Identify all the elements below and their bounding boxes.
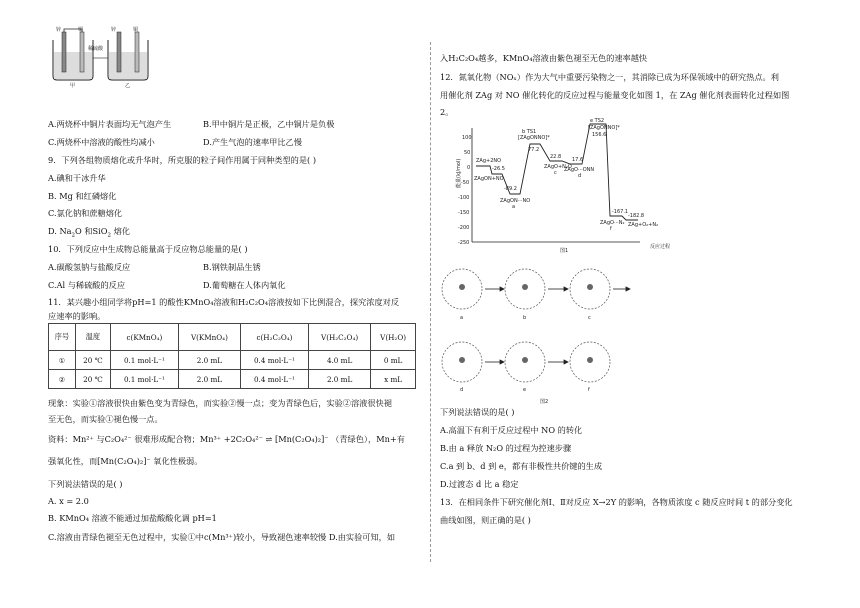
label-v167: -167.1 xyxy=(612,209,629,215)
label-a-char: a xyxy=(512,204,516,210)
table-cell: 0 mL xyxy=(371,351,416,370)
q12-option-a: A.高温下有利于反应过程中 NO 的转化 xyxy=(440,425,583,435)
q11-info-line1: 资料：Mn²⁺ 与C₂O₄²⁻ 很难形成配合物；Mn³⁺ +2C₂O₄²⁻ ⇌ [Mn(C₂O₄)₂]⁻ （青绿色），Mn+有 xyxy=(48,434,405,444)
q9-option-b: B. Mg 和红磷熔化 xyxy=(48,191,117,201)
table-cell: 0.1 mol·L⁻¹ xyxy=(110,351,178,370)
q9-d-part3: 熔化 xyxy=(110,226,130,236)
q12-stem-line1: 12．氮氧化物（NOₓ）作为大气中重要污染物之一，其消除已成为环保领域中的研究热点。利 xyxy=(440,72,779,82)
table-cell: 4.0 mL xyxy=(308,351,370,370)
q11-phenomenon-line2: 至无色，而实验①褪色慢一点。 xyxy=(48,414,163,424)
table-cell: 0.4 mol·L⁻¹ xyxy=(240,351,308,370)
beaker-label-jia: 甲 xyxy=(70,83,76,89)
ytick: -200 xyxy=(458,225,470,231)
label-b-ts1-formula: [ZAgONNO]* xyxy=(518,135,550,141)
label-d: ZAgO···ONN xyxy=(564,167,595,173)
label-e-ts2-formula: [ZAgONNO]* xyxy=(588,125,620,131)
label-v26: -26.5 xyxy=(492,166,505,172)
q11-stem-line1: 11．某兴趣小组同学将pH=1 的酸性KMnO₄溶液和H₂C₂O₄溶液按如下比例混合，探究浓度对反 xyxy=(48,297,400,307)
metal-label-copper-yi: 铜 xyxy=(133,27,139,33)
table-cell: x mL xyxy=(371,370,416,389)
q11-stem-line2: 应速率的影响。 xyxy=(48,311,106,321)
ytick: -250 xyxy=(458,240,470,246)
state-label: f xyxy=(588,387,590,393)
q12-ask: 下列说法错误的是( ) xyxy=(440,407,515,417)
label-zagon-no: ZAgON+NO xyxy=(474,176,504,182)
galvanic-cell-figure xyxy=(48,28,158,88)
label-d-char: d xyxy=(578,173,582,179)
metal-label-zinc-yi: 锌 xyxy=(111,27,117,33)
q9-option-c: C.氯化钠和蔗糖熔化 xyxy=(48,208,123,218)
ytick: 50 xyxy=(464,150,471,156)
q12-option-c: C.a 到 b、d 到 e，都有非极性共价键的生成 xyxy=(440,461,603,471)
column-divider xyxy=(430,42,431,562)
q12-option-d: D.过渡态 d 比 a 稳定 xyxy=(440,479,519,489)
q11-ask: 下列说法错误的是( ) xyxy=(48,479,123,489)
q11-option-a: A. x = 2.0 xyxy=(48,496,89,506)
q11-continued: 入H₂C₂O₄越多，KMnO₄溶液由紫色褪至无色的速率越快 xyxy=(440,53,648,63)
q10-option-b: B.钢铁制品生锈 xyxy=(203,262,261,272)
ytick: -50 xyxy=(461,180,470,186)
table-header-cell: V(H₂C₂O₄) xyxy=(308,324,370,351)
label-f-char: f xyxy=(610,226,612,232)
table-header-row xyxy=(49,324,416,351)
label-v17: 17.6 xyxy=(572,157,584,163)
galvanic-cell-diagram xyxy=(48,28,158,88)
table-row xyxy=(49,351,416,370)
state-label: e xyxy=(523,387,527,393)
reaction-axis-label: 反应过程 xyxy=(650,244,671,250)
table-row xyxy=(49,370,416,389)
q10-option-a: A.碳酸氢钠与盐酸反应 xyxy=(48,262,131,272)
q8-option-b: B.甲中铜片是正极，乙中铜片是负极 xyxy=(203,119,335,129)
q11-option-c: C.溶液由青绿色褪至无色过程中，实验①中c(Mn³⁺)较小，导致褪色速率较慢 D.由实验可知，如 xyxy=(48,532,396,542)
label-final: ZAg+O₂+N₂ xyxy=(628,222,659,228)
q8-option-c: C.两烧杯中溶液的酸性均减小 xyxy=(48,137,155,147)
label-b-ts1: b TS1 xyxy=(522,129,537,135)
figure2-caption: 图2 xyxy=(540,399,549,405)
table-header-cell: 序号 xyxy=(49,324,76,351)
catalyst-surface-svg xyxy=(440,257,650,407)
q11-option-b: B. KMnO₄ 溶液不能通过加盐酸酸化调 pH=1 xyxy=(48,513,217,523)
table-cell: 0.4 mol·L⁻¹ xyxy=(240,370,308,389)
q10-option-c: C.Al 与稀硫酸的反应 xyxy=(48,280,126,290)
label-v156: 156.6 xyxy=(592,132,607,138)
table-cell: 20 ℃ xyxy=(75,370,110,389)
table-header-cell: c(KMnO₄) xyxy=(110,324,178,351)
q9-d-part1: D. Na xyxy=(48,226,72,236)
energy-path xyxy=(476,124,638,220)
table-cell: 2.0 mL xyxy=(178,351,240,370)
label-c-char: c xyxy=(554,170,557,176)
q11-info-line2: 强氧化性，而[Mn(C₂O₄)₂]⁻ 氧化性极弱。 xyxy=(48,456,203,466)
q12-stem-line2: 用催化剂 ZAg 对 NO 催化转化的反应过程与能量变化如图 1，在 ZAg 催化剂表面转化过程如图 xyxy=(440,90,790,100)
state-label: c xyxy=(588,315,591,321)
q12-option-b: B.由 a 释放 N₂O 的过程为控速步骤 xyxy=(440,443,572,453)
figure1-caption: 图1 xyxy=(560,248,569,254)
beaker-label-yi: 乙 xyxy=(125,83,131,89)
label-v89: -89.2 xyxy=(504,186,517,192)
energy-diagram xyxy=(440,118,690,254)
label-zag2no: ZAg+2NO xyxy=(476,158,502,164)
catalyst-surface-figure xyxy=(440,257,650,407)
q9-option-a: A.碘和干冰升华 xyxy=(48,173,106,183)
ytick: 100 xyxy=(462,135,472,141)
q13-stem-line1: 13．在相同条件下研究催化剂Ⅰ、Ⅱ对反应 X→2Y 的影响，各物质浓度 c 随反应时间 t 的部分变化 xyxy=(440,497,793,507)
label-v182: -182.8 xyxy=(628,213,645,219)
q10-stem: 10．下列反应中生成物总能量高于反应物总能量的是( ) xyxy=(48,244,248,254)
q11-phenomenon-line1: 现象：实验①溶液很快由紫色变为青绿色，而实验②慢一点；变为青绿色后，实验②溶液很快褪 xyxy=(48,398,392,408)
ytick: 0 xyxy=(467,165,471,171)
table-cell: 2.0 mL xyxy=(178,370,240,389)
label-c: ZAgO+N₂O xyxy=(544,164,572,170)
q8-option-a: A.两烧杯中铜片表面均无气泡产生 xyxy=(48,119,172,129)
energy-profile-svg xyxy=(440,118,690,254)
table-cell: 2.0 mL xyxy=(308,370,370,389)
state-label: a xyxy=(460,315,464,321)
ytick: -100 xyxy=(458,195,470,201)
label-v77: 77.2 xyxy=(528,147,540,153)
ytick: -150 xyxy=(458,210,470,216)
label-a: ZAgON···NO xyxy=(500,198,531,204)
table-header-cell: 温度 xyxy=(75,324,110,351)
table-header-cell: c(H₂C₂O₄) xyxy=(240,324,308,351)
label-f: ZAgO···N₂ xyxy=(600,220,625,226)
label-v22: 22.8 xyxy=(550,154,562,160)
q12-stem-line3: 2。 xyxy=(440,107,454,117)
electrolyte-label: 稀硫酸 xyxy=(88,46,104,52)
q10-option-d: D.葡萄糖在人体内氧化 xyxy=(203,280,286,290)
table-cell: 0.1 mol·L⁻¹ xyxy=(110,370,178,389)
q8-option-d: D.产生气泡的速率甲比乙慢 xyxy=(203,137,302,147)
table-cell: ② xyxy=(49,370,76,389)
table-cell: 20 ℃ xyxy=(75,351,110,370)
table-header-cell: V(KMnO₄) xyxy=(178,324,240,351)
metal-label-zinc-jia: 锌 xyxy=(56,27,62,33)
experiment-table xyxy=(48,323,416,389)
metal-label-copper-jia: 铜 xyxy=(78,27,84,33)
label-e-ts2: e TS2 xyxy=(590,118,605,124)
q13-stem-line2: 曲线如图，则正确的是( ) xyxy=(440,515,531,525)
q9-stem: 9．下列各组物质熔化或升华时，所克服的粒子间作用属于同种类型的是( ) xyxy=(48,155,317,165)
table-cell: ① xyxy=(49,351,76,370)
table-header-cell: V(H₂O) xyxy=(371,324,416,351)
state-label: b xyxy=(523,315,527,321)
state-label: d xyxy=(460,387,464,393)
q9-d-part2: O 和SiO xyxy=(75,226,108,236)
energy-axis-label: 能量(kJ/mol) xyxy=(456,158,462,188)
q9-option-d: D. $Na_2O$ 和SiO$_2$ 熔化 xyxy=(48,226,130,239)
